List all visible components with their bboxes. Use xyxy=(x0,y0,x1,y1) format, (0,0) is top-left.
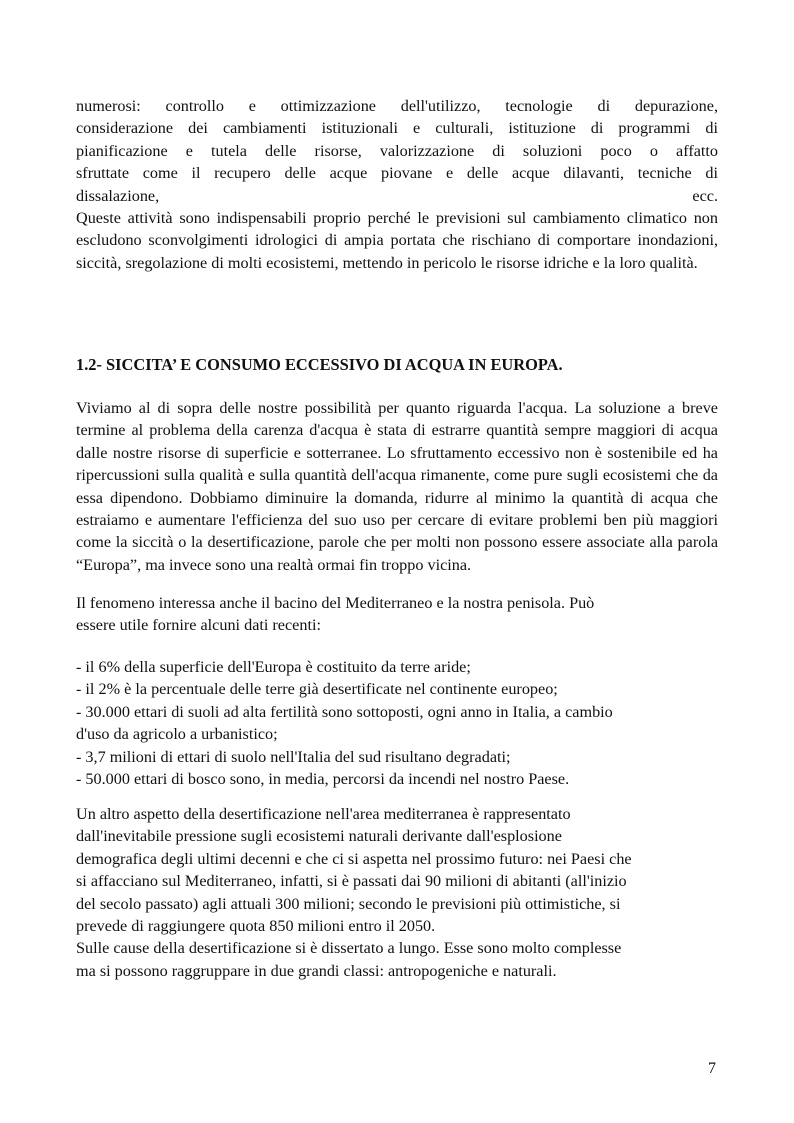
paragraph-line: Il fenomeno interessa anche il bacino del Mediterraneo e la nostra penisola. Può xyxy=(76,594,595,612)
data-list xyxy=(76,656,718,790)
body-paragraph-1 xyxy=(76,397,718,576)
list-item: - il 6% della superficie dell'Europa è costituito da terre aride; xyxy=(76,658,471,676)
paragraph-line: essere utile fornire alcuni dati recenti: xyxy=(76,616,321,635)
list-item: - 30.000 ettari di suoli ad alta fertilità sono sottoposti, ogni anno in Italia, a cambio xyxy=(76,702,613,721)
intro-paragraph-2: Queste attività sono indispensabili proprio perché le previsioni sul cambiamento climatico non escludono sconvolgimenti idrologici di ampia portata che rischiano di comportare inondazioni, siccità, sregolazione di molti ecosistemi, mettendo in pericolo le risorse idriche e la loro qualità. xyxy=(76,209,718,272)
paragraph-line: ma si possono raggruppare in due grandi classi: antropogeniche e naturali. xyxy=(76,961,557,980)
page-number: 7 xyxy=(708,1060,716,1077)
paragraph-text: Viviamo al di sopra delle nostre possibilità per quanto riguarda l'acqua. La soluzione a breve termine al problema della carenza d'acqua è stata di estrarre quantità sempre maggiori di acqua dalle nostre risorse di superficie e sotterranee. Lo sfruttamento eccessivo non è sostenibile ed ha ripercussioni sulla qualità e sulla quantità dell'acqua rimanente, come pure sugli ecosistemi che da essa dipendono. Dobbiamo diminuire la domanda, ridurre al minimo la quantità di acqua che estraiamo e aumentare l'efficienza del suo uso per cercare di evitare problemi ben più maggiori come la siccità o la desertificazione, parole che per molti non possono essere associate alla parola “Europa”, ma invece sono una realtà ormai fin troppo vicina. xyxy=(76,399,718,574)
list-item: - il 2% è la percentuale delle terre già desertificate nel continente europeo; xyxy=(76,680,558,699)
paragraph-line: dall'inevitabile pressione sugli ecosistemi naturali derivante dall'esplosione xyxy=(76,827,562,846)
paragraph-line: Un altro aspetto della desertificazione nell'area mediterranea è rappresentato xyxy=(76,805,571,823)
body-paragraph-3 xyxy=(76,803,718,982)
intro-line: considerazione dei cambiamenti istituzionali e culturali, istituzione di programmi di xyxy=(76,119,718,138)
section-heading: 1.2- SICCITA’ E CONSUMO ECCESSIVO DI ACQUA IN EUROPA. xyxy=(76,355,563,374)
paragraph-line: prevede di raggiungere quota 850 milioni entro il 2050. xyxy=(76,917,436,936)
list-item: d'uso da agricolo a urbanistico; xyxy=(76,725,278,744)
intro-line: pianificazione e tutela delle risorse, valorizzazione di soluzioni poco o affatto xyxy=(76,141,718,160)
paragraph-line: si affacciano sul Mediterraneo, infatti, si è passati dai 90 milioni di abitanti (all'inizio xyxy=(76,872,627,891)
intro-line: numerosi: controllo e ottimizzazione dell'utilizzo, tecnologie di depurazione, xyxy=(76,97,718,115)
paragraph-line: Sulle cause della desertificazione si è dissertato a lungo. Esse sono molto complesse xyxy=(76,939,622,958)
paragraph-line: demografica degli ultimi decenni e che ci si aspetta nel prossimo futuro: nei Paesi che xyxy=(76,849,632,868)
intro-line: sfruttate come il recupero delle acque piovane e delle acque dilavanti, tecniche di xyxy=(76,164,718,183)
list-item: - 3,7 milioni di ettari di suolo nell'Italia del sud risultano degradati; xyxy=(76,747,511,766)
paragraph-line: del secolo passato) agli attuali 300 milioni; secondo le previsioni più ottimistiche, si xyxy=(76,894,621,913)
intro-line: dissalazione, ecc. xyxy=(76,186,718,205)
body-paragraph-2 xyxy=(76,592,718,637)
intro-paragraph xyxy=(76,95,718,274)
list-item: - 50.000 ettari di bosco sono, in media, percorsi da incendi nel nostro Paese. xyxy=(76,770,570,789)
